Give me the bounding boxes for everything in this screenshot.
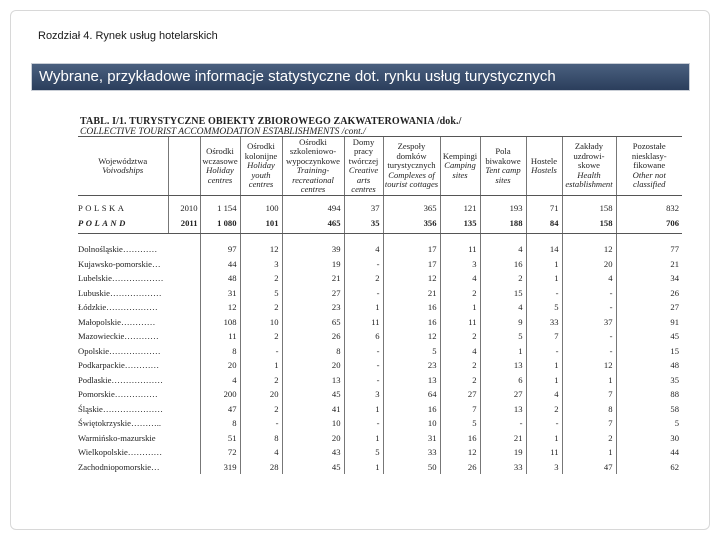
table-cell: 47 (562, 460, 616, 475)
table-row (78, 431, 682, 446)
table-cell: 34 (616, 271, 682, 286)
table-cell: 20 (282, 431, 344, 446)
table-cell: 2 (440, 286, 480, 301)
table-cell: 33 (526, 315, 562, 330)
table-cell: 20 (562, 257, 616, 272)
table-cell: 11 (440, 315, 480, 330)
table-cell: 50 (383, 460, 440, 475)
header-label-en: Creative arts centres (348, 165, 379, 194)
table-cell: 16 (480, 257, 526, 272)
table-cell: 706 (616, 216, 682, 234)
table-cell: 33 (383, 445, 440, 460)
table-cell: 47 (200, 402, 240, 417)
row-name: Lubuskie……………… (78, 287, 162, 298)
table-cell: 7 (562, 387, 616, 402)
table-title-en: COLLECTIVE TOURIST ACCOMMODATION ESTABLISHMENTS /cont./ (80, 127, 366, 137)
table-row (78, 257, 682, 272)
table-cell: - (240, 344, 282, 359)
row-year: 2011 (168, 216, 200, 234)
summary-row (78, 196, 682, 216)
table-row (78, 445, 682, 460)
table-cell: 1 (480, 344, 526, 359)
table-cell: 21 (383, 286, 440, 301)
table-cell: - (562, 329, 616, 344)
table-row (78, 271, 682, 286)
table-cell: - (526, 286, 562, 301)
table-cell: 494 (282, 196, 344, 216)
header-label-en: Training-recreational centres (292, 165, 334, 194)
table-cell: 45 (616, 329, 682, 344)
table-cell: 2 (562, 431, 616, 446)
table-cell: 30 (616, 431, 682, 446)
row-name: Śląskie………………… (78, 403, 163, 414)
row-name: Zachodniopomorskie… (78, 461, 160, 472)
header-col-5 (344, 137, 383, 196)
table-cell: 27 (282, 286, 344, 301)
table-cell: 19 (282, 257, 344, 272)
table-cell: 88 (616, 387, 682, 402)
table-cell: 188 (480, 216, 526, 234)
table-cell: 200 (200, 387, 240, 402)
table-cell: 11 (200, 329, 240, 344)
table-row (78, 416, 682, 431)
table-cell: - (344, 373, 383, 388)
table-cell: 26 (616, 286, 682, 301)
table-cell: - (526, 416, 562, 431)
header-label-pl: Pozostałe niesklasy-fikowane (631, 141, 667, 171)
table-row (78, 387, 682, 402)
table-cell: 21 (480, 431, 526, 446)
table-cell: 16 (383, 315, 440, 330)
table-cell: 12 (383, 329, 440, 344)
table-cell: 2 (240, 402, 282, 417)
table-cell: 31 (200, 286, 240, 301)
table-row (78, 460, 682, 475)
table-cell: 27 (440, 387, 480, 402)
table-cell: 8 (240, 431, 282, 446)
table-cell: 11 (440, 234, 480, 257)
table-cell: 58 (616, 402, 682, 417)
table-cell: 43 (282, 445, 344, 460)
header-label-en: Hostels (531, 165, 557, 175)
row-name: Łódzkie……………… (78, 302, 158, 313)
table-cell: 158 (562, 216, 616, 234)
table-title (80, 117, 462, 137)
table-cell: 5 (344, 445, 383, 460)
table-cell: 6 (480, 373, 526, 388)
table-cell: 11 (526, 445, 562, 460)
header-col-2 (200, 137, 240, 196)
table-cell: 23 (383, 358, 440, 373)
table-cell: 20 (200, 358, 240, 373)
slide-banner-title: Wybrane, przykładowe informacje statystyczne dot. rynku usług turystycznych (31, 63, 690, 91)
table-cell: 2 (240, 271, 282, 286)
table-cell: 1 (526, 257, 562, 272)
table-cell: 5 (240, 286, 282, 301)
table-cell: 12 (240, 234, 282, 257)
header-label-en: Other not classified (632, 169, 666, 190)
table-cell: 16 (440, 431, 480, 446)
header-col-11 (616, 137, 682, 196)
table-cell: 1 154 (200, 196, 240, 216)
row-name: Mazowieckie………… (78, 331, 159, 342)
row-name: POLSKA (78, 203, 127, 214)
header-label-pl: Pola biwakowe (485, 146, 521, 166)
table-cell: 4 (562, 271, 616, 286)
table-cell: 33 (480, 460, 526, 475)
table-cell: 365 (383, 196, 440, 216)
table-cell: 12 (383, 271, 440, 286)
row-name: Podlaskie……………… (78, 374, 163, 385)
table-cell: 14 (526, 234, 562, 257)
table-cell: 48 (616, 358, 682, 373)
table-cell: 19 (480, 445, 526, 460)
row-name: Warmińsko-mazurskie (78, 432, 156, 443)
row-name: Podkarpackie………… (78, 360, 160, 371)
table-cell: 41 (282, 402, 344, 417)
table-cell: 27 (616, 300, 682, 315)
table-cell: 1 (440, 300, 480, 315)
table-cell: 45 (282, 460, 344, 475)
table-cell: 84 (526, 216, 562, 234)
table-cell: 7 (526, 329, 562, 344)
table-cell: 13 (282, 373, 344, 388)
table-cell: 37 (344, 196, 383, 216)
header-col-6 (383, 137, 440, 196)
table-cell: - (526, 344, 562, 359)
table-cell: 4 (200, 373, 240, 388)
table-cell: 35 (616, 373, 682, 388)
table-cell: 13 (480, 358, 526, 373)
table-cell: 1 (562, 445, 616, 460)
header-label-pl: Ośrodki szkoleniowo-wypoczynkowe (286, 136, 340, 166)
table-cell: 15 (616, 344, 682, 359)
table-cell: 45 (282, 387, 344, 402)
table-cell: 1 (526, 271, 562, 286)
table-cell: 64 (383, 387, 440, 402)
table-header-row (78, 137, 682, 196)
table-cell: - (344, 286, 383, 301)
table-cell: 1 (344, 300, 383, 315)
table-cell: 31 (383, 431, 440, 446)
table-cell: 4 (440, 344, 480, 359)
table-cell: 97 (200, 234, 240, 257)
table-cell: 1 (344, 402, 383, 417)
table-cell: 12 (200, 300, 240, 315)
table-cell: 2 (240, 329, 282, 344)
table-cell: 3 (344, 387, 383, 402)
table-cell: 44 (200, 257, 240, 272)
accommodation-table (78, 136, 682, 474)
table-cell: 5 (616, 416, 682, 431)
table-cell: 3 (240, 257, 282, 272)
table-row (78, 234, 682, 257)
table-cell: 8 (282, 344, 344, 359)
table-cell: 51 (200, 431, 240, 446)
table-cell: 91 (616, 315, 682, 330)
table-cell: 101 (240, 216, 282, 234)
table-cell: - (344, 358, 383, 373)
table-cell: 2 (344, 271, 383, 286)
table-cell: 5 (480, 329, 526, 344)
table-cell: 832 (616, 196, 682, 216)
header-label-en: Holiday centres (206, 165, 234, 185)
header-label-en: Complexes of tourist cottages (384, 169, 439, 190)
table-cell: 62 (616, 460, 682, 475)
table-cell: 10 (383, 416, 440, 431)
table-cell: 26 (440, 460, 480, 475)
table-cell: 39 (282, 234, 344, 257)
header-label-en: Voivodships (102, 165, 144, 175)
table-cell: 28 (240, 460, 282, 475)
table-cell: 2 (440, 329, 480, 344)
table-cell: 3 (440, 257, 480, 272)
row-name: POLAND (78, 216, 168, 234)
row-name: Małopolskie………… (78, 316, 156, 327)
table-cell: 13 (383, 373, 440, 388)
table-cell: 23 (282, 300, 344, 315)
table-cell: 4 (440, 271, 480, 286)
table-cell: 2 (480, 271, 526, 286)
table-title-pl: TABL. I/1. TURYSTYCZNE OBIEKTY ZBIOROWEGO ZAKWATEROWANIA /dok./ (80, 116, 462, 127)
table-row (78, 315, 682, 330)
table-cell: 3 (526, 460, 562, 475)
table-cell: 35 (344, 216, 383, 234)
row-year: 2010 (168, 196, 200, 216)
table-cell: 26 (282, 329, 344, 344)
table-cell: 10 (282, 416, 344, 431)
table-cell: 6 (344, 329, 383, 344)
chapter-title: Rozdział 4. Rynek usług hotelarskich (38, 30, 218, 42)
table-cell: 12 (562, 358, 616, 373)
table-cell: 135 (440, 216, 480, 234)
table-cell: 16 (383, 300, 440, 315)
header-label-en: Camping sites (444, 160, 476, 180)
table-cell: - (344, 344, 383, 359)
table-cell: 20 (240, 387, 282, 402)
header-label-pl: Ośrodki kolonijne (244, 141, 278, 161)
row-name: Wielkopolskie………… (78, 447, 163, 458)
table-cell: 121 (440, 196, 480, 216)
table-row (78, 402, 682, 417)
table-body (78, 196, 682, 475)
table-cell: 1 (562, 373, 616, 388)
table-cell: 5 (526, 300, 562, 315)
table-cell: 21 (616, 257, 682, 272)
table-row (78, 373, 682, 388)
table-cell: 1 (344, 431, 383, 446)
table-cell: 2 (240, 373, 282, 388)
table-cell: 4 (480, 234, 526, 257)
table-cell: 319 (200, 460, 240, 475)
table-cell: 1 (240, 358, 282, 373)
table-cell: 48 (200, 271, 240, 286)
header-label-en: Health establishment (565, 169, 613, 190)
table-cell: 1 (526, 431, 562, 446)
table-cell: 44 (616, 445, 682, 460)
row-name: Świętokrzyskie……….. (78, 418, 162, 429)
table-cell: 7 (562, 416, 616, 431)
header-col-8 (480, 137, 526, 196)
row-name: Pomorskie…………… (78, 389, 158, 400)
table-cell: 193 (480, 196, 526, 216)
table-cell: 1 (344, 460, 383, 475)
table-cell: - (240, 416, 282, 431)
table-cell: 7 (440, 402, 480, 417)
table-cell: 1 (526, 373, 562, 388)
header-label-pl: Województwa (98, 155, 148, 166)
table-cell: - (344, 416, 383, 431)
table-cell: 72 (200, 445, 240, 460)
table-cell: - (562, 300, 616, 315)
table-cell: 465 (282, 216, 344, 234)
header-label-pl: Domy pracy twórczej (348, 136, 379, 166)
row-name: Dolnośląskie………… (78, 244, 158, 255)
header-label-pl: Hostele (530, 155, 558, 166)
table-cell: 16 (383, 402, 440, 417)
table-cell: 2 (526, 402, 562, 417)
table-cell: - (480, 416, 526, 431)
table-cell: 100 (240, 196, 282, 216)
table-cell: 108 (200, 315, 240, 330)
table-cell: 2 (440, 358, 480, 373)
table-cell: 4 (480, 300, 526, 315)
row-name: Kujawsko-pomorskie… (78, 258, 161, 269)
header-col-3 (240, 137, 282, 196)
summary-row (78, 216, 682, 234)
table-cell: 12 (562, 234, 616, 257)
header-col-1 (168, 137, 200, 196)
header-col-4 (282, 137, 344, 196)
table-cell: 10 (240, 315, 282, 330)
table-cell: 12 (440, 445, 480, 460)
header-col-10 (562, 137, 616, 196)
table-cell: 5 (383, 344, 440, 359)
header-voivodship (78, 137, 168, 196)
table-cell: 65 (282, 315, 344, 330)
table-cell: 17 (383, 234, 440, 257)
table-cell: 27 (480, 387, 526, 402)
table-cell: 21 (282, 271, 344, 286)
row-name: Opolskie……………… (78, 345, 161, 356)
header-col-7 (440, 137, 480, 196)
table-cell: 17 (383, 257, 440, 272)
table-cell: - (562, 286, 616, 301)
table-cell: 37 (562, 315, 616, 330)
table-cell: 20 (282, 358, 344, 373)
table-cell: 71 (526, 196, 562, 216)
table-cell: 5 (440, 416, 480, 431)
row-name: Lubelskie……………… (78, 273, 164, 284)
table-cell: 8 (562, 402, 616, 417)
table-cell: 4 (344, 234, 383, 257)
table-row (78, 286, 682, 301)
table-cell: 2 (440, 373, 480, 388)
table-cell: 8 (200, 344, 240, 359)
table-cell: 8 (200, 416, 240, 431)
table-cell: 9 (480, 315, 526, 330)
table-cell: - (562, 344, 616, 359)
table-cell: 77 (616, 234, 682, 257)
table-cell: 4 (240, 445, 282, 460)
header-label-en: Holiday youth centres (247, 160, 275, 190)
table-cell: 11 (344, 315, 383, 330)
table-cell: 2 (240, 300, 282, 315)
table-cell: 13 (480, 402, 526, 417)
table-row (78, 344, 682, 359)
header-label-pl: Zakłady uzdrowi-skowe (573, 141, 605, 171)
header-label-en: Tent camp sites (485, 165, 521, 185)
table-cell: 356 (383, 216, 440, 234)
table-cell: 158 (562, 196, 616, 216)
table-cell: 1 (526, 358, 562, 373)
table-cell: 15 (480, 286, 526, 301)
table-cell: 1 080 (200, 216, 240, 234)
table-row (78, 329, 682, 344)
table-cell: 4 (526, 387, 562, 402)
header-label-pl: Zespoły domków turystycznych (387, 141, 436, 171)
header-col-9 (526, 137, 562, 196)
table-cell: - (344, 257, 383, 272)
header-label-pl: Ośrodki wczasowe (202, 146, 238, 166)
table-row (78, 358, 682, 373)
header-label-pl: Kempingi (442, 150, 478, 161)
table-row (78, 300, 682, 315)
